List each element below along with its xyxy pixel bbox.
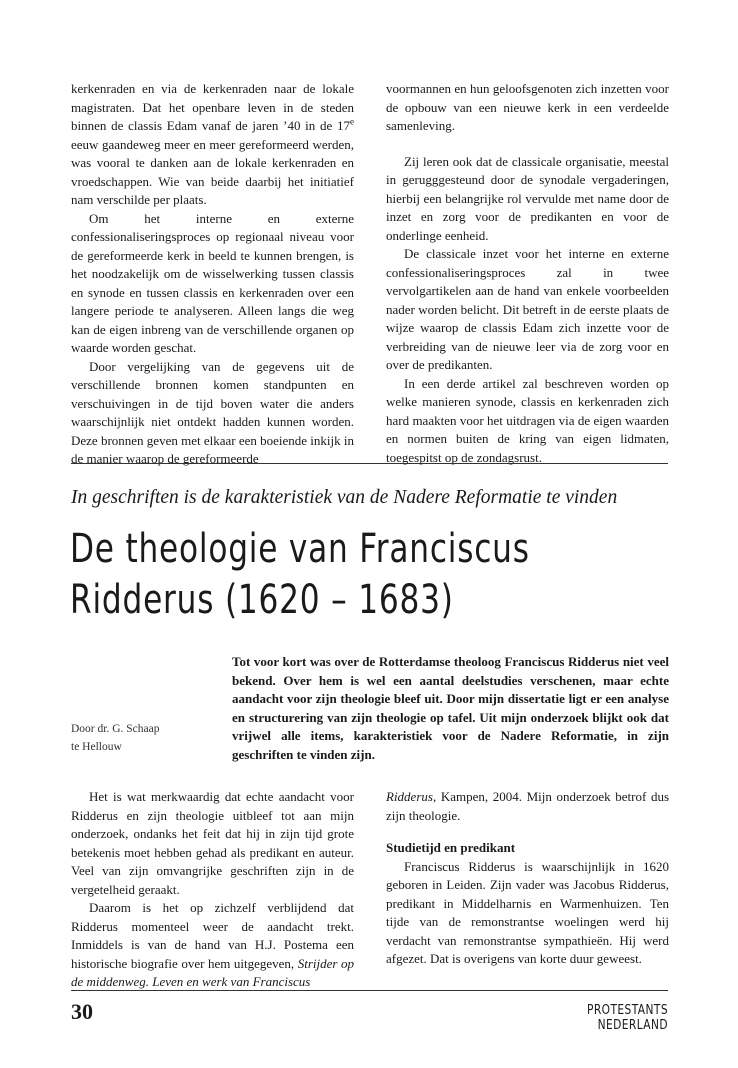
paragraph: Het is wat merkwaardig dat echte aandacht voor Ridderus en zijn theologie uitbleef tot aan mijn onderzoek, ondanks het feit dat hij in zijn tijd grote betekenis moet hebben gehad als predikant en auteur. Veel van zijn omvangrijke geschriften zijn in de vergetelheid geraakt. [71,789,354,897]
paragraph: Daarom is het op zichzelf verblijdend dat Ridderus momenteel weer de aandacht trekt. Inmiddels is van de hand van H.J. Postema een historische biografie over hem uitgegeven, Strijder op de middenweg. Leven en werk van Franciscus [71,900,354,989]
paragraph: Door vergelijking van de gegevens uit de verschillende bronnen komen standpunten en verschuivingen in de tijd boven water die anders waarschijnlijk niet ontdekt hadden kunnen worden. Deze bronnen geven met elkaar een boeiende inkijk in de manier waarop de gereformeerde [71,358,354,466]
paragraph: In een derde artikel zal beschreven worden op welke manieren synode, classis en kerkenraden zich hard maakten voor het uitdragen via de eigen waarden en normen buiten de kring van eigen lidmaten, toegespitst op de zondagsrust. [386,375,669,465]
paragraph: Franciscus Ridderus is waarschijnlijk in 1620 geboren in Leiden. Zijn vader was Jacobus Ridderus, predikant in Middelharnis en Warmenhuizen. Ten tijde van de remonstrantse woelingen werd hij verdacht van remonstrantse sympathieën. Hij werd afgezet. Dat is overigens van korte duur geweest. [386,858,669,966]
author-location: te Hellouw [71,741,122,753]
top-right-column [386,80,669,467]
byline [71,720,211,756]
title-line: De theologie van Franciscus [70,526,530,572]
article-intro: Tot voor kort was over de Rotterdamse theoloog Franciscus Ridderus niet veel bekend. Over hem is wel een aantal deelstudies verschenen, maar echte aandacht voor zijn theologie bleef uit. Door mijn dissertatie ligt er een analyse en structurering van zijn theologie op tafel. Uit mijn onderzoek blijkt ook dat vrijwel alle items, karakteristiek voor de Nadere Reformatie, in zijn geschriften te vinden zijn. [232,654,669,762]
section-heading: Studietijd en predikant [386,840,516,855]
bottom-left-column [71,788,354,992]
title-line: Ridderus (1620 – 1683) [70,577,454,623]
paragraph: Om het interne en externe confessionaliseringsproces op regionaal niveau voor de gereformeerde kerk in beeld te kunnen brengen, is het noodzakelijk om de wisselwerking tussen classis en synode en tussen classis en kerkenraden over een langere periode te analyseren. Alleen langs die weg kan de eigen inbreng van de verschillende organen op waarde worden geschat. [71,210,354,355]
paragraph: voormannen en hun geloofsgenoten zich inzetten voor de opbouw van een nieuwe kerk in een verdeelde samenleving. [386,81,669,133]
bottom-right-column [386,788,669,969]
paragraph: De classicale inzet voor het interne en externe confessionaliseringsproces zal in twee vervolgartikelen aan de hand van enkele voorbeelden nader worden belicht. Dit betreft in de eerste plaats de wijze waarop de classis Edam zich inzette voor de verbreiding van de nieuwe leer via de zorg voor en over de predikanten. [386,246,669,372]
paragraph: Zij leren ook dat de classicale organisatie, meestal in gerugggesteund door de synodale vergaderingen, hierbij een belangrijke rol vervulde met name door de inzet en zorg voor de predikanten en voor de onderlinge eenheid. [386,153,669,243]
journal-name: PROTESTANTS NEDERLAND [587,1003,668,1033]
article-title [70,524,569,626]
article-kicker: In geschriften is de karakteristiek van de Nadere Reformatie te vinden [71,487,618,508]
top-left-column [71,80,354,469]
footer-divider [71,990,668,991]
author: Door dr. G. Schaap [71,723,160,735]
page-number: 30 [71,999,93,1024]
paragraph: kerkenraden en via de kerkenraden naar de lokale magistraten. Dat het openbare leven in de steden binnen de classis Edam vanaf de jaren ’40 in de 17e eeuw gaandeweg meer en meer gereformeerd werden, was vooral te danken aan de lokale kerkenraden en vroedschappen. Wie van beide daarbij het initiatief nam verschilde per plaats. [71,81,355,207]
paragraph: Ridderus, Kampen, 2004. Mijn onderzoek betrof dus zijn theologie. [386,789,669,823]
section-divider [71,463,668,464]
